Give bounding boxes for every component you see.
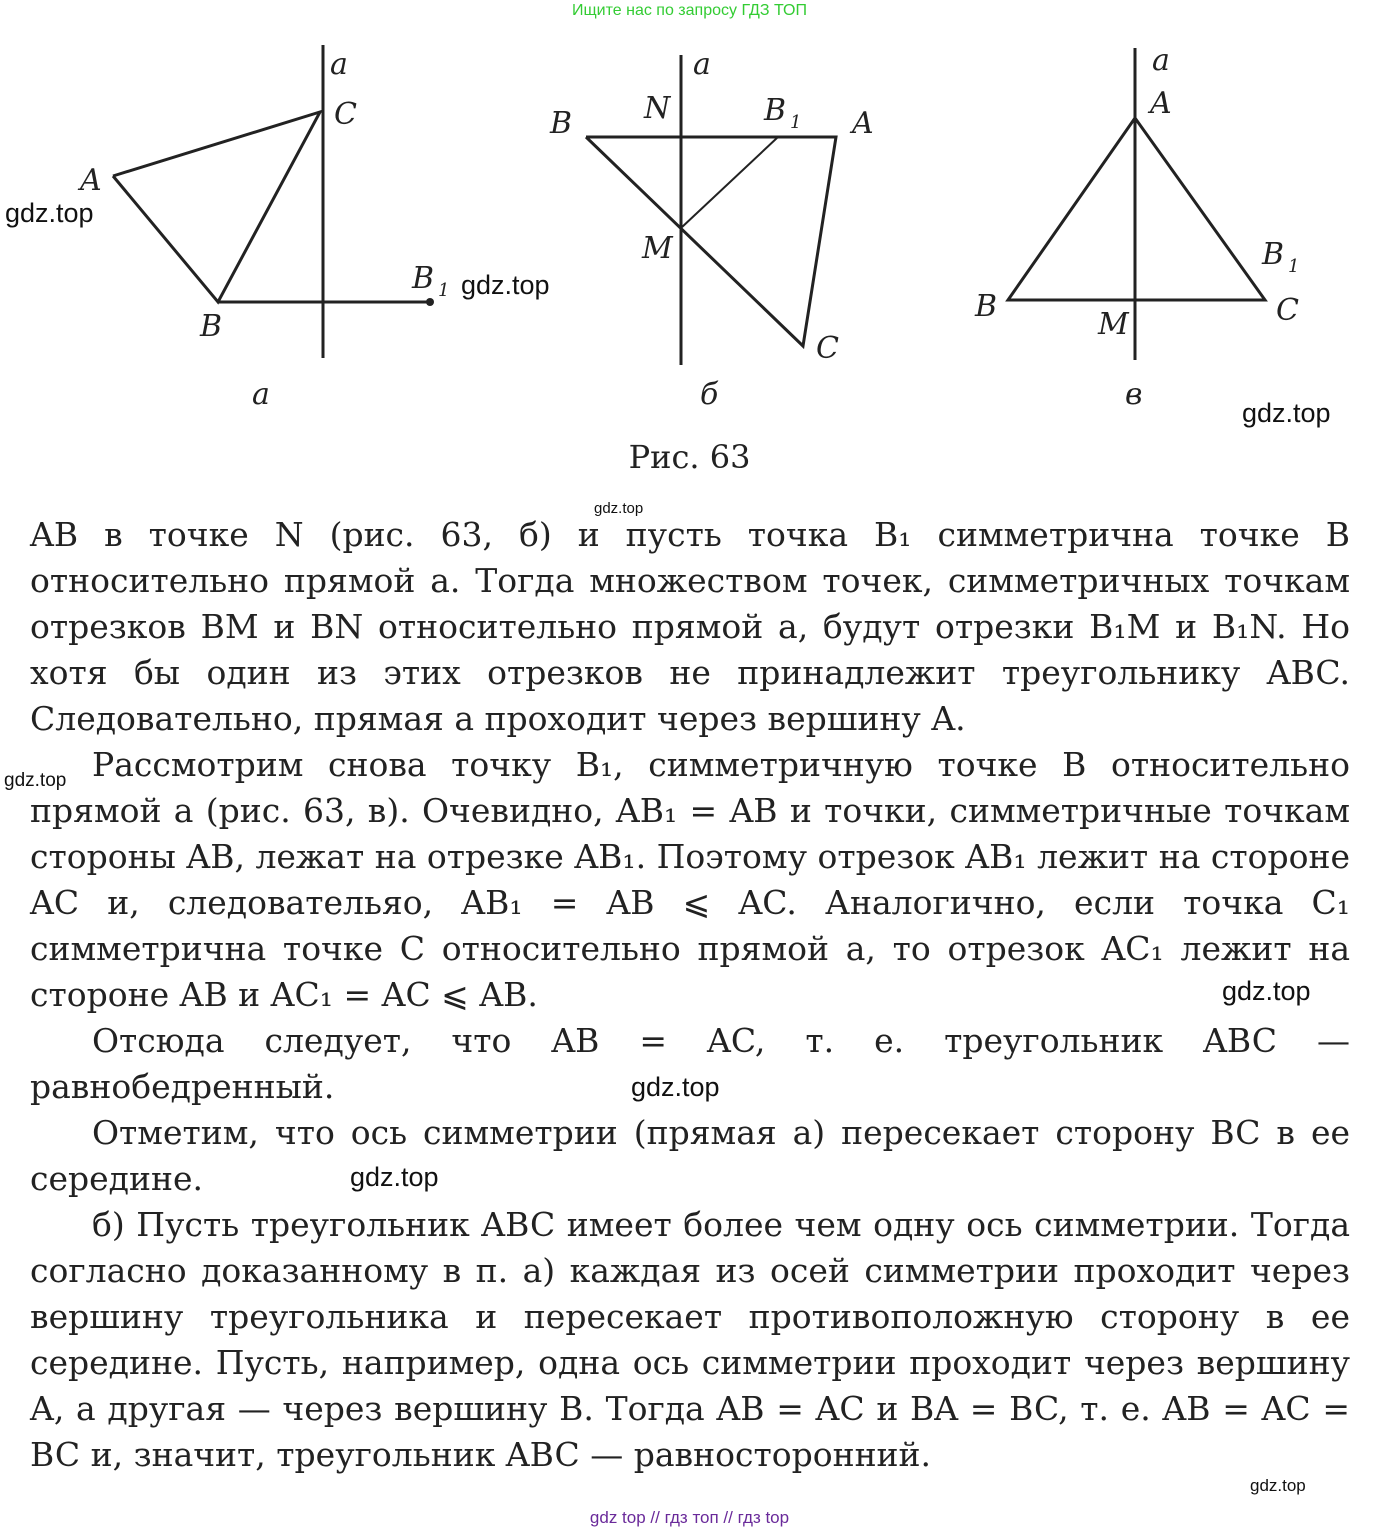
point-b1-a [426, 298, 434, 306]
watermark: gdz.top [594, 500, 644, 517]
watermark: gdz.top [461, 270, 550, 300]
figure-63 [0, 30, 1379, 434]
panel-c-point-M: M [1098, 307, 1129, 342]
figure-svg [0, 30, 1379, 430]
panel-b-label: б [700, 377, 719, 412]
panel-b-point-B: B [550, 106, 573, 141]
figure-caption: Рис. 63 [628, 438, 751, 476]
segment-mb1-b [681, 137, 778, 228]
panel-c-label: в [1125, 377, 1143, 412]
panel-c-point-C: C [1276, 293, 1299, 328]
triangle-b [586, 137, 836, 346]
body-text [30, 512, 1350, 1478]
triangle-a [113, 112, 320, 302]
panel-b-point-C: C [816, 331, 839, 366]
watermark: gdz.top [350, 1162, 439, 1192]
panel-a-point-B: B [200, 309, 223, 344]
paragraph-3: Отсюда следует, что AB = AC, т. е. треугольник ABC — равнобедренный. [30, 1021, 1350, 1106]
panel-a-point-B1: B $_1$ [412, 261, 450, 301]
paragraph-2: Рассмотрим снова точку B₁, симметричную точке B относительно прямой a (рис. 63, в). Очевидно, AB₁ = AB и точки, симметричные точкам стороны AB, лежат на отрезке AB₁. Поэтому отрезок AB₁ лежит на стороне AC и, следовательяо, AB₁ = AB ⩽ AC. Аналогично, если точка C₁ симметрична точке C относительно прямой a, то отрезок AC₁ лежит на стороне AB и AC₁ = AC ⩽ AB. [30, 745, 1350, 1014]
panel-a-axis-label: a [330, 47, 348, 82]
watermark: gdz.top [1250, 1476, 1306, 1495]
panel-a-point-C: C [334, 97, 357, 132]
paragraph-1: AB в точке N (рис. 63, б) и пусть точка B₁ симметрична точке B относительно прямой a. Тогда множеством точек, симметричных точкам отрезков BM и BN относительно прямой a, будут отрезки B₁M и B₁N. Но хотя бы один из этих отрезков не принадлежит треугольнику ABC. Следовательно, прямая a проходит через вершину A. [30, 515, 1350, 738]
panel-c-point-B1: B $_1$ [1262, 237, 1300, 277]
watermark: gdz.top [631, 1072, 720, 1102]
panel-c-axis-label: a [1152, 43, 1170, 78]
panel-c [1008, 48, 1265, 360]
panel-b [586, 55, 836, 365]
panel-b-point-A: A [852, 106, 874, 141]
panel-a-label: а [252, 377, 270, 412]
panel-a [113, 45, 430, 358]
panel-b-point-B1: B $_1$ [764, 93, 802, 133]
panel-a-point-A: A [80, 163, 102, 198]
watermark: gdz.top [4, 770, 67, 791]
watermark: gdz.top [1222, 976, 1311, 1006]
panel-c-point-A: A [1150, 86, 1172, 121]
top-search-link[interactable]: Ищите нас по запросу ГДЗ ТОП [572, 2, 807, 19]
watermark: gdz.top [5, 198, 94, 228]
panel-b-point-N: N [644, 91, 671, 126]
footer-links[interactable]: gdz top // гдз топ // гдз top [589, 1508, 790, 1527]
paragraph-4: Отметим, что ось симметрии (прямая a) пересекает сторону BC в ее середине. [30, 1113, 1350, 1198]
watermark: gdz.top [1242, 398, 1331, 428]
panel-c-point-B: B [975, 289, 998, 324]
panel-b-axis-label: a [693, 47, 711, 82]
paragraph-5: б) Пусть треугольник ABC имеет более чем одну ось симметрии. Тогда согласно доказанному в п. а) каждая из осей симметрии проходит через вершину треугольника и пересекает противоположную сторону в ее середине. Пусть, например, одна ось симметрии проходит через вершину A, а другая — через вершину B. Тогда AB = AC и BA = BC, т. е. AB = AC = BC и, значит, треугольник ABC — равносторонний. [30, 1205, 1350, 1474]
panel-b-point-M: M [642, 231, 673, 266]
